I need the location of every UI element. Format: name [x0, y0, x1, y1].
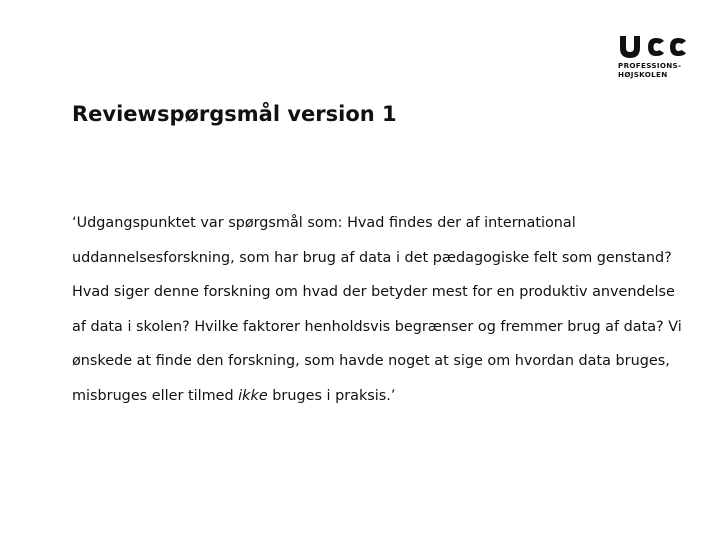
logo-line-2: HØJSKOLEN	[618, 70, 668, 79]
slide-title: Reviewspørgsmål version 1	[72, 102, 397, 126]
quote-emphasis: ikke	[238, 387, 268, 404]
quote-text: ‘Udgangspunktet var spørgsmål som: Hvad findes der af international uddannelsesforskning, som har brug af data i det pædagogiske felt som genstand? Hvad siger denne forskning om hvad der betyder mest for en produktiv anvendelse af data i skolen? Hvilke faktorer henholdsvis begrænser og fremmer brug af data? Vi ønskede at finde den forskning, som havde noget at sige om hvordan data bruges, misbruges eller tilmed	[72, 215, 682, 404]
logo-line-1: PROFESSIONS-	[618, 61, 682, 70]
quote-paragraph	[72, 206, 692, 414]
quote-text-end: bruges i praksis.’	[267, 387, 396, 404]
ucc-logo	[618, 34, 690, 84]
ucc-wordmark-icon	[618, 34, 688, 58]
